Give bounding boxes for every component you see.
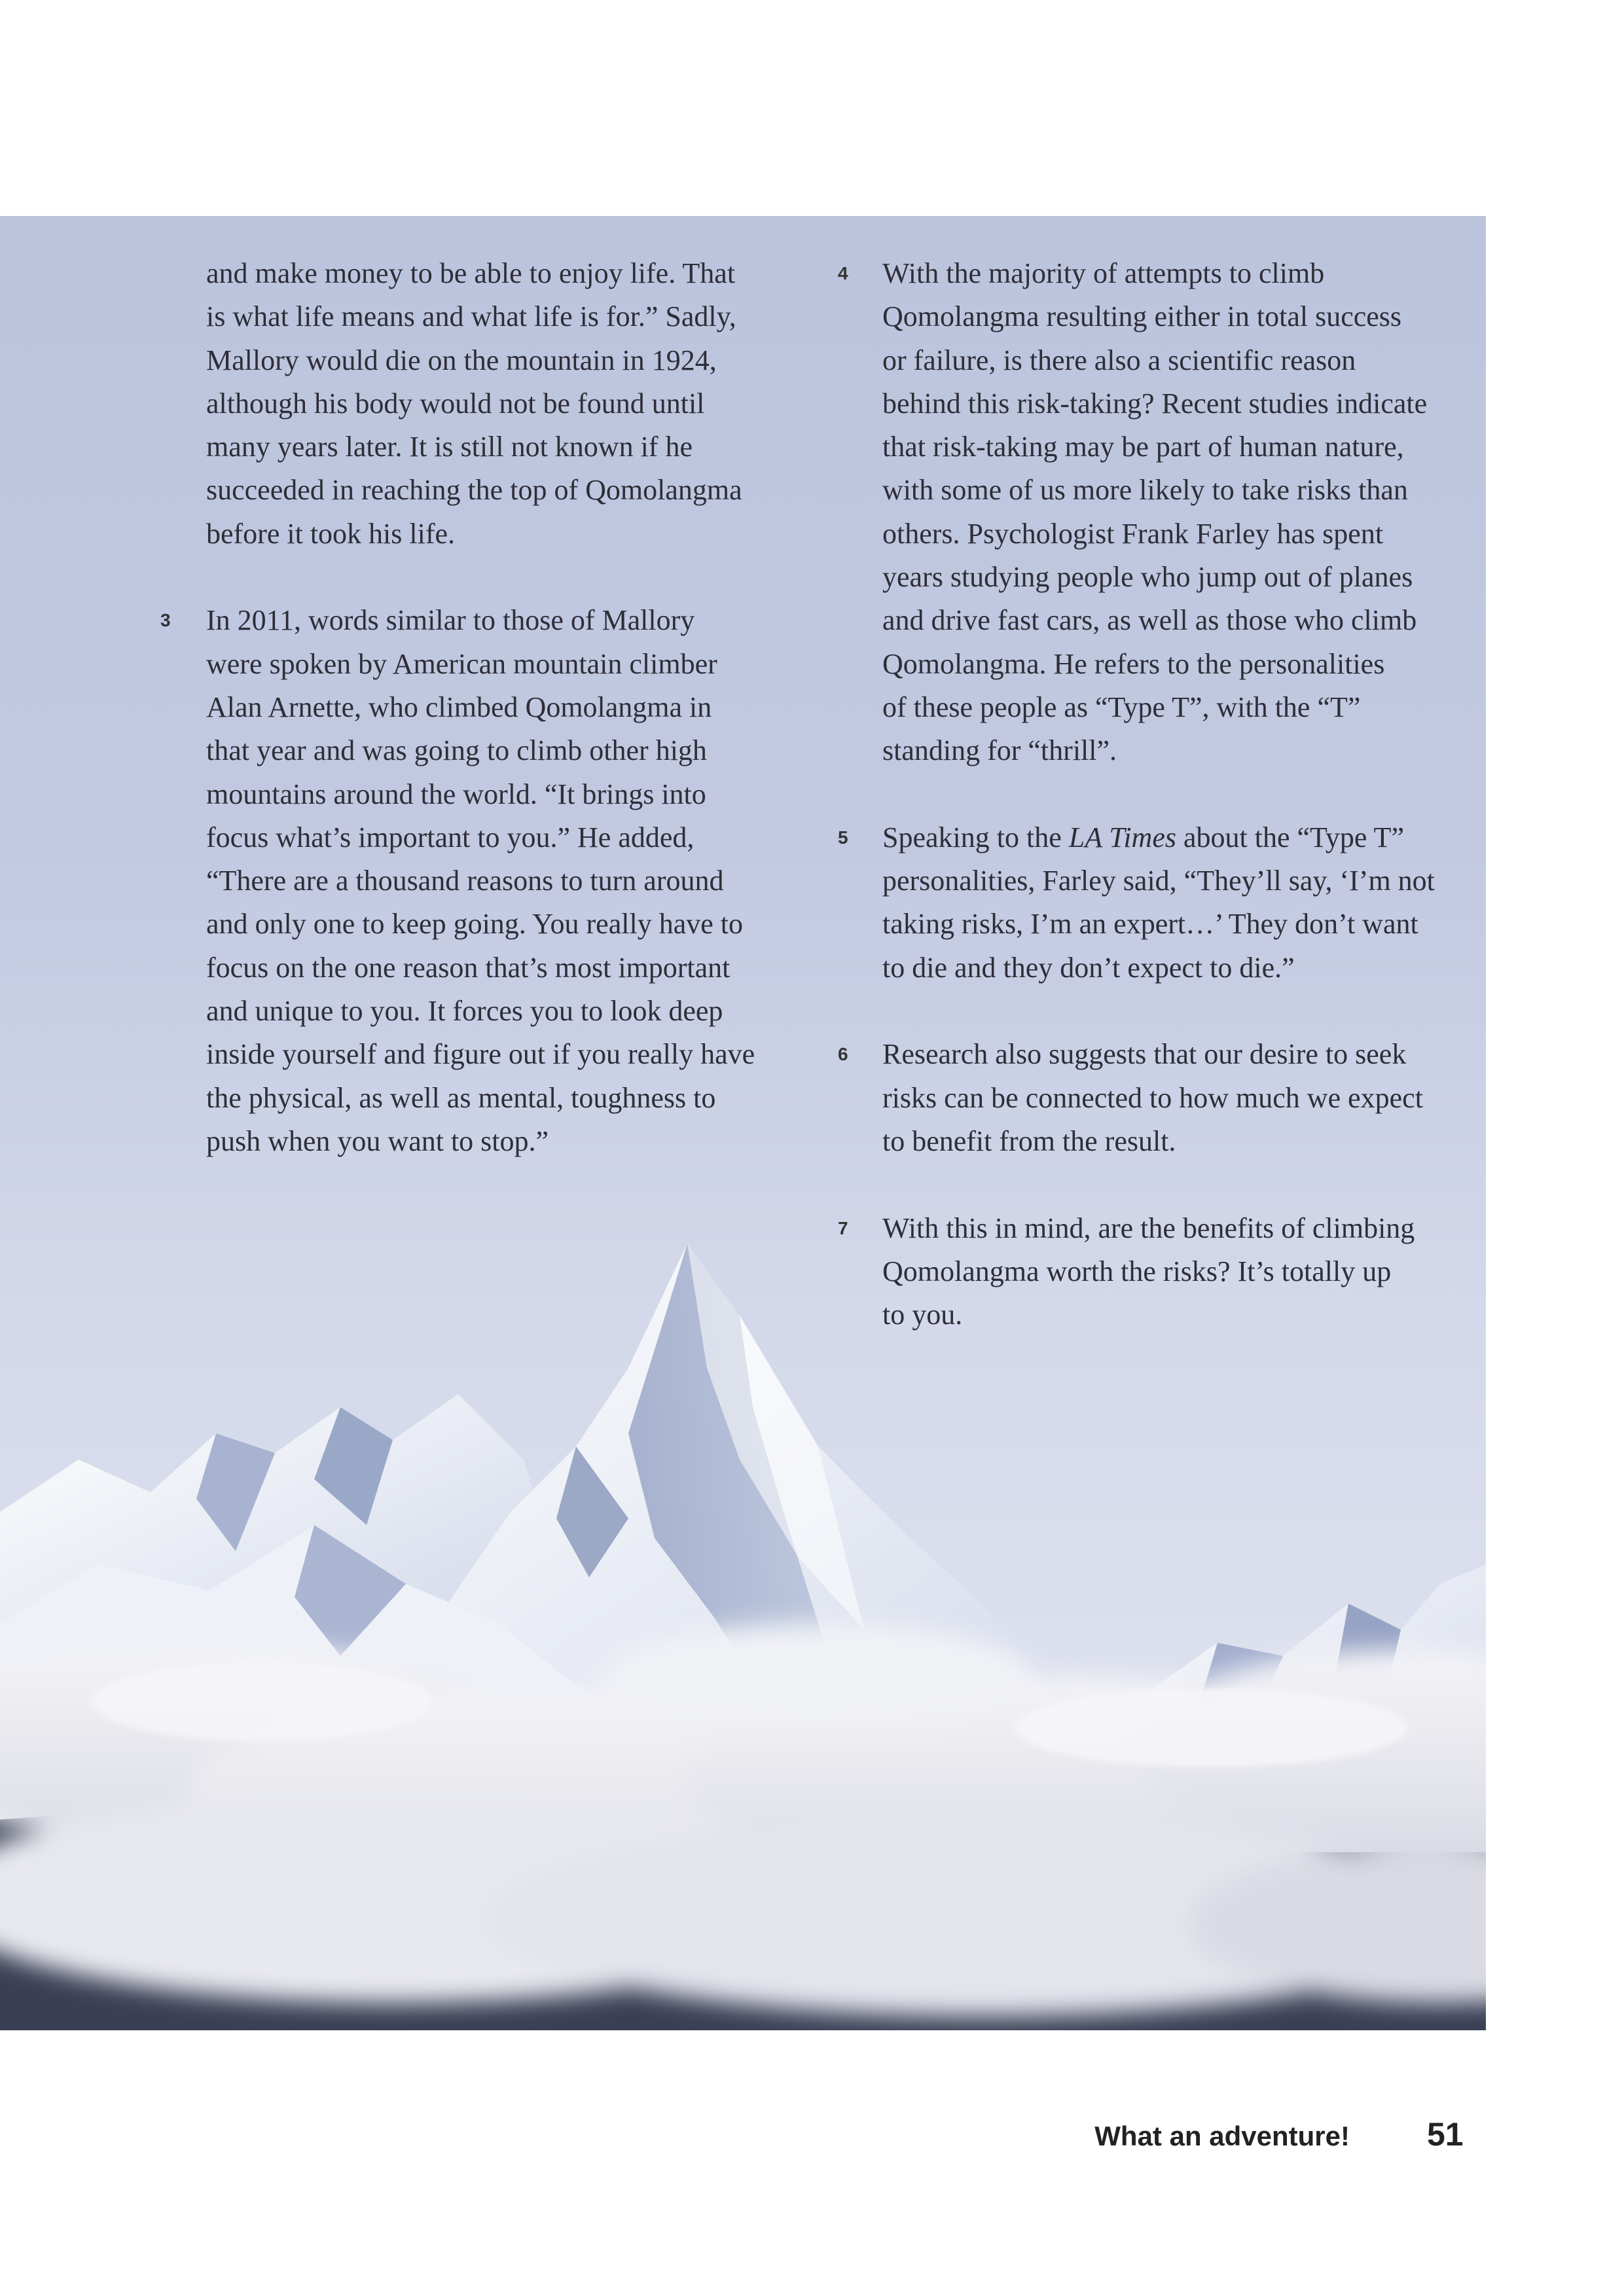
text-line: that year and was going to climb other high xyxy=(206,734,707,767)
text-line: inside yourself and figure out if you really have xyxy=(206,1038,755,1071)
text-line: or failure, is there also a scientific reason xyxy=(882,344,1356,376)
paragraph-7 xyxy=(838,1207,1471,1337)
text-line: In 2011, words similar to those of Mallory xyxy=(206,604,695,637)
text-line xyxy=(882,816,1471,859)
left-column xyxy=(160,252,795,1207)
publication-title: LA Times xyxy=(1068,821,1176,853)
text-line: many years later. It is still not known if he xyxy=(206,431,693,463)
paragraph-5 xyxy=(838,816,1471,990)
text-line: personalities, Farley said, “They’ll say, ‘I’m not xyxy=(882,865,1435,897)
text-line: and make money to be able to enjoy life. That xyxy=(206,257,736,289)
text-line: succeeded in reaching the top of Qomolangma xyxy=(206,474,742,507)
text-line: and only one to keep going. You really have to xyxy=(206,908,743,941)
text-line: mountains around the world. “It brings into xyxy=(206,778,706,810)
text-line: Qomolangma resulting either in total success xyxy=(882,300,1402,333)
paragraph-number: 5 xyxy=(838,827,848,848)
text-line: were spoken by American mountain climber xyxy=(206,647,717,680)
paragraph-number: 3 xyxy=(160,610,171,631)
right-column xyxy=(838,252,1471,1380)
text-line: although his body would not be found until xyxy=(206,387,705,420)
text-line: the physical, as well as mental, toughness to xyxy=(206,1081,716,1114)
paragraph-4 xyxy=(838,252,1471,773)
text-line: and unique to you. It forces you to look deep xyxy=(206,995,723,1028)
text-line: risks can be connected to how much we expect xyxy=(882,1081,1423,1114)
text-line: with some of us more likely to take risks than xyxy=(882,474,1408,507)
text-line: is what life means and what life is for.” Sadly, xyxy=(206,300,736,333)
text-line: focus what’s important to you.” He added, xyxy=(206,821,695,853)
text-line: and drive fast cars, as well as those who climb xyxy=(882,604,1417,637)
text-line: With the majority of attempts to climb xyxy=(882,257,1325,289)
text-line: others. Psychologist Frank Farley has spent xyxy=(882,517,1384,550)
text-line: push when you want to stop.” xyxy=(206,1124,549,1157)
paragraph-number: 7 xyxy=(838,1217,848,1238)
text-line: taking risks, I’m an expert…’ They don’t want xyxy=(882,908,1418,941)
text-line: Mallory would die on the mountain in 1924, xyxy=(206,344,717,376)
text-fragment: Speaking to the xyxy=(882,821,1069,853)
text-line: to benefit from the result. xyxy=(882,1124,1176,1157)
text-line: standing for “thrill”. xyxy=(882,734,1117,767)
paragraph-2-continued xyxy=(206,252,795,556)
text-line: focus on the one reason that’s most important xyxy=(206,951,731,984)
paragraph-3 xyxy=(160,599,795,1163)
text-line: that risk-taking may be part of human nature, xyxy=(882,431,1404,463)
text-line: Research also suggests that our desire to seek xyxy=(882,1038,1407,1071)
paragraph-6 xyxy=(838,1033,1471,1163)
text-line: Qomolangma. He refers to the personalities xyxy=(882,647,1385,680)
text-line: to you. xyxy=(882,1299,963,1331)
text-line: years studying people who jump out of planes xyxy=(882,561,1413,594)
text-line: Alan Arnette, who climbed Qomolangma in xyxy=(206,691,712,723)
text-line: Qomolangma worth the risks? It’s totally up xyxy=(882,1255,1392,1287)
page-number: 51 xyxy=(1427,2116,1464,2153)
footer-chapter-title: What an adventure! xyxy=(1094,2121,1350,2151)
text-line: of these people as “Type T”, with the “T” xyxy=(882,691,1361,723)
text-line: before it took his life. xyxy=(206,517,456,550)
text-line: With this in mind, are the benefits of climbing xyxy=(882,1211,1415,1244)
paragraph-number: 4 xyxy=(838,263,848,283)
text-line: behind this risk-taking? Recent studies indicate xyxy=(882,387,1428,420)
text-fragment: about the “Type T” xyxy=(1176,821,1404,853)
text-line: to die and they don’t expect to die.” xyxy=(882,951,1295,984)
paragraph-number: 6 xyxy=(838,1044,848,1065)
text-line: “There are a thousand reasons to turn around xyxy=(206,865,724,897)
